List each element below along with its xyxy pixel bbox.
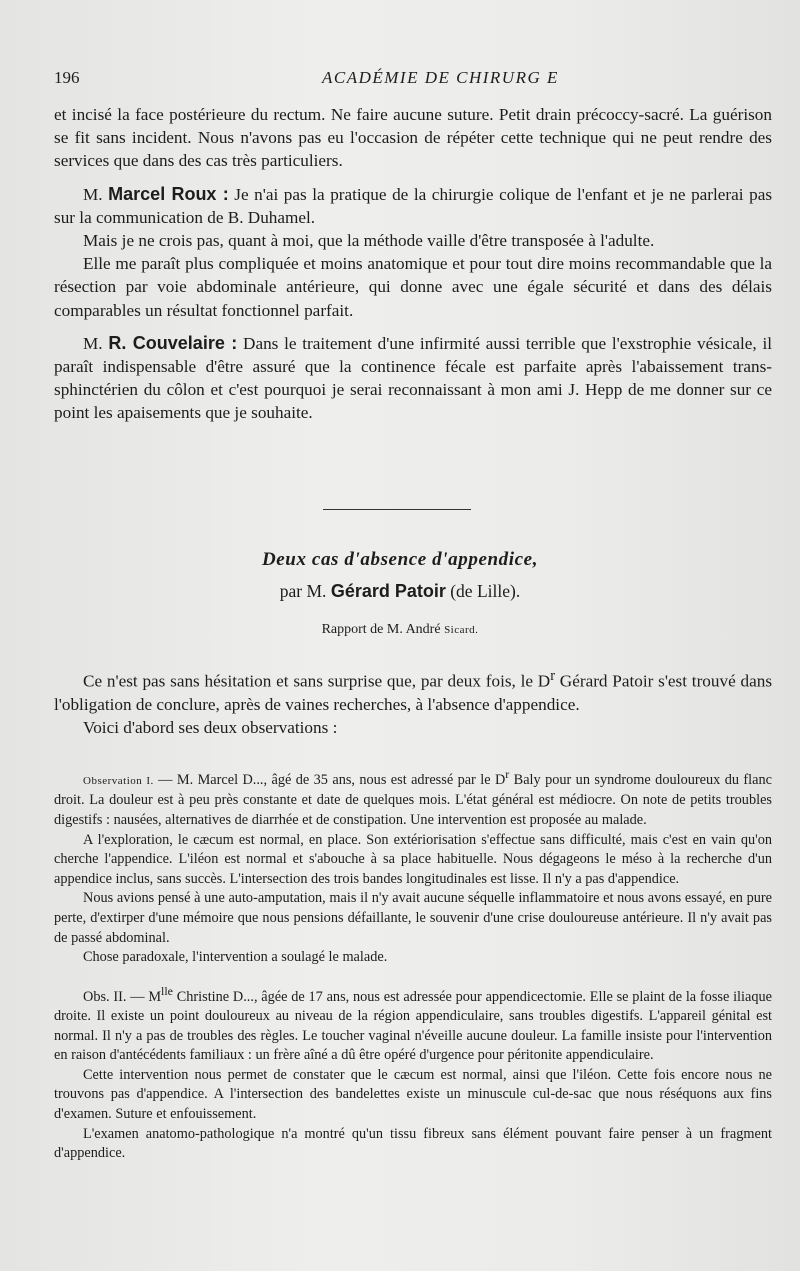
paragraph-continued: et incisé la face postérieure du rectum. Ne faire aucune suture. Petit drain précoccy-sacré. La guérison se fit sans incident. Nous n'avons pas eu l'occasion de répéter cette technique qui ne peut rendre des services que dans des cas très particuliers.: [54, 105, 772, 171]
paragraph-roux-3: Elle me paraît plus compliquée et moins anatomique et pour tout dire moins recommandable que la résection par voie abdominale antérieure, qui donne avec une égale sécurité et dans des délais comparables un résultat fonctionnel parfait.: [54, 254, 772, 320]
page-header: [54, 68, 754, 94]
running-title: ACADÉMIE DE CHIRURG E: [322, 68, 559, 87]
section-divider: [323, 509, 471, 510]
speaker-title: M.: [83, 333, 103, 353]
paragraph-roux: [54, 183, 772, 229]
speaker-name-roux: Marcel Roux :: [108, 183, 229, 204]
reporter-name: Sicard.: [444, 624, 479, 636]
couvelaire-statement: Dans le traitement d'une infirmité aussi terrible que l'exstrophie vésicale, il paraît indispensable d'être assuré que la continence fécale est parfaite après l'abaissement trans-sphinctérien du côlon et c'est pourquoi je serai reconnaissant à mon ami J. Hepp de me donner sur ce point les apaisements que je souhaite.: [54, 333, 772, 423]
observation-1-paragraph-4: Chose paradoxale, l'intervention a soulagé le malade.: [83, 949, 388, 966]
obs2-superscript: lle: [161, 983, 173, 998]
intro-superscript: r: [550, 668, 556, 684]
speaker-name-couvelaire: R. Couvelaire :: [108, 332, 238, 353]
byline-prefix: par M.: [279, 581, 327, 601]
paragraph-couvelaire: [54, 332, 772, 425]
observation-2-paragraph-2: Cette intervention nous permet de constater que le cæcum est normal, ainsi que l'iléon. Cette fois encore nous ne trouvons pas d'appendice. A l'intersection des bandelettes existe un minuscule cul-de-sac que nous réséquons aux fins d'examen. Suture et enfouissement.: [54, 1066, 772, 1123]
obs1-text-b: Baly pour un syndrome douloureux du flanc droit. La douleur est à peu près constante et date de quelques mois. L'état général est médiocre. On note de petits troubles digestifs : nausées, alternatives de diarrhée et de constipation. Une intervention est proposée au malade.: [54, 771, 772, 828]
observation-2-label: Obs. II.: [83, 988, 127, 1005]
observation-2-paragraph-1: [54, 982, 772, 1066]
observation-1-label: Observation I.: [83, 774, 154, 787]
obs1-text-a: — M. Marcel D..., âgé de 35 ans, nous est adressé par le D: [153, 771, 506, 788]
article-byline: [0, 581, 800, 602]
obs1-superscript: r: [505, 767, 510, 781]
observations: [54, 765, 772, 1164]
author-city: (de Lille).: [450, 581, 521, 601]
intro-paragraph-1: [54, 665, 772, 716]
author-name: Gérard Patoir: [330, 581, 446, 601]
paragraph-roux-2: Mais je ne crois pas, quant à moi, que la méthode vaille d'être transposée à l'adulte.: [83, 231, 655, 251]
report-prefix: Rapport de M. André: [321, 622, 441, 637]
observation-1-paragraph-3: Nous avions pensé à une auto-amputation, mais il n'y avait aucune séquelle inflammatoire et nous avons essayé, en pure perte, d'extirper d'une mémoire que nous pensions défaillante, le souvenir d'une crise douloureuse antérieure. Il n'y avait pas de passé abdominal.: [54, 890, 772, 946]
observation-1-paragraph-2: A l'exploration, le cæcum est normal, en place. Son extériorisation s'effectue sans difficulté, mais c'est en vain qu'on cherche l'appendice. L'iléon est normal et s'abouche à sa place habituelle. Nous dégageons le méso à la recherche d'un appendice inclus, sans succès. L'intersection des trois bandes longitudinales est lisse. Il n'y a pas d'appendice.: [54, 831, 772, 887]
article-title: Deux cas d'absence d'appendice,: [261, 549, 539, 570]
intro-text-a: Ce n'est pas sans hésitation et sans surprise que, par deux fois, le D: [83, 671, 551, 691]
intro-text-b: Gérard Patoir s'est trouvé dans l'obligation de conclure, après de vaines recherches, à l'absence d'appendice.: [54, 671, 773, 714]
speaker-title: M.: [83, 184, 103, 204]
discussion-section: [54, 103, 772, 425]
page-number: 196: [54, 68, 80, 87]
observation-1-paragraph-1: [54, 765, 772, 831]
obs2-text-b: Christine D..., âgée de 17 ans, nous est adressée pour appendicectomie. Elle se plaint de la fosse iliaque droite. Il existe un point douloureux au niveau de la région appendiculaire, sans troubles digestifs. L'appareil génital est normal. Il n'y a pas de troubles des règles. Le toucher vaginal n'éveille aucune douleur. La famille insiste pour l'intervention en raison d'antécédents familiaux : un frère aîné a dû être opéré d'urgence pour péritonite appendiculaire.: [54, 988, 772, 1064]
article-intro: [54, 665, 772, 739]
roux-statement: Je n'ai pas la pratique de la chirurgie colique de l'enfant et je ne parlerai pas sur la communication de B. Duhamel.: [54, 184, 773, 227]
report-credit: [0, 622, 800, 638]
observation-2-paragraph-3: L'examen anatomo-pathologique n'a montré qu'un tissu fibreux sans élément pouvant faire penser à un fragment d'appendice.: [54, 1125, 772, 1162]
obs2-text-a: — M: [126, 988, 162, 1005]
intro-paragraph-2: Voici d'abord ses deux observations :: [83, 718, 338, 738]
